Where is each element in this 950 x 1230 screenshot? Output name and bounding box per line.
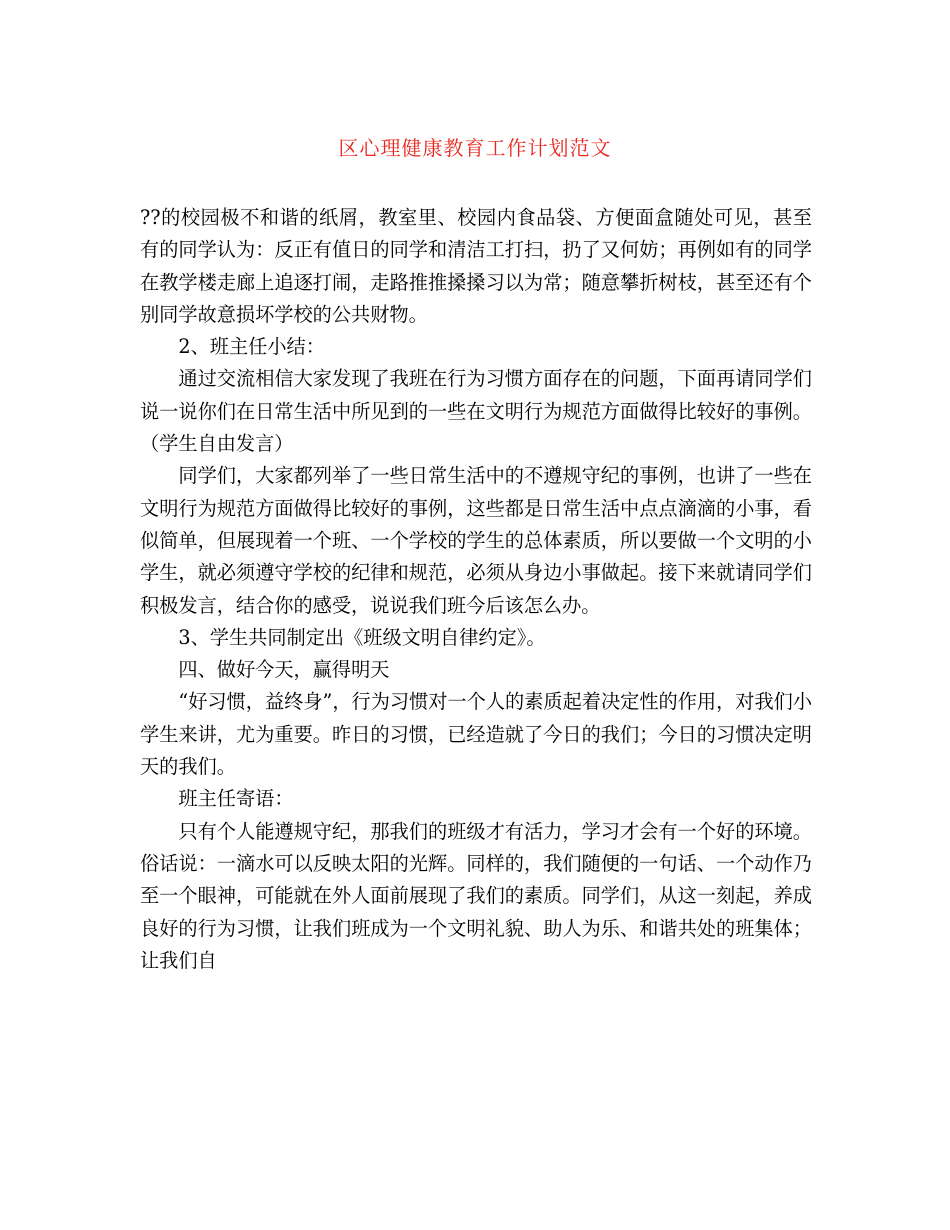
paragraph-8: 班主任寄语：: [178, 787, 294, 811]
paragraph-1: ??的校园极不和谐的纸屑，教室里、校园内食品袋、方便面盒随处可见，甚至有的同学认为：反正有值日的同学和清洁工打扫，扔了又何妨；再例如有的同学在教学楼走廊上追逐打闹，走路推推搡搡习以为常；随意攀折树枝，甚至还有个别同学故意损坏学校的公共财物。: [140, 206, 812, 326]
paragraph-2: 2、班主任小结：: [178, 335, 325, 359]
document-title: 区心理健康教育工作计划范文: [338, 136, 612, 160]
paragraph-6: 四、做好今天，赢得明天: [178, 658, 390, 682]
document-body: [140, 202, 812, 977]
paragraph-4: 同学们，大家都列举了一些日常生活中的不遵规守纪的事例，也讲了一些在文明行为规范方面做得比较好的事例，这些都是日常生活中点点滴滴的小事，看似简单，但展现着一个班、一个学校的学生的总体素质，所以要做一个文明的小学生，就必须遵守学校的纪律和规范，必须从身边小事做起。接下来就请同学们积极发言，结合你的感受，说说我们班今后该怎么办。: [140, 464, 812, 617]
paragraph-7: “好习惯，益终身”，行为习惯对一个人的素质起着决定性的作用，对我们小学生来讲，尤为重要。昨日的习惯，已经造就了今日的我们；今日的习惯决定明天的我们。: [140, 690, 813, 779]
paragraph-3: 通过交流相信大家发现了我班在行为习惯方面存在的问题，下面再请同学们说一说你们在日常生活中所见到的一些在文明行为规范方面做得比较好的事例。（学生自由发言）: [140, 367, 812, 456]
paragraph-5: 3、学生共同制定出《班级文明自律约定》。: [178, 625, 546, 649]
paragraph-9: 只有个人能遵规守纪，那我们的班级才有活力，学习才会有一个好的环境。俗话说：一滴水可以反映太阳的光辉。同样的，我们随便的一句话、一个动作乃至一个眼神，可能就在外人面前展现了我们的素质。同学们，从这一刻起，养成良好的行为习惯，让我们班成为一个文明礼貌、助人为乐、和谐共处的班集体；让我们自: [140, 819, 812, 972]
